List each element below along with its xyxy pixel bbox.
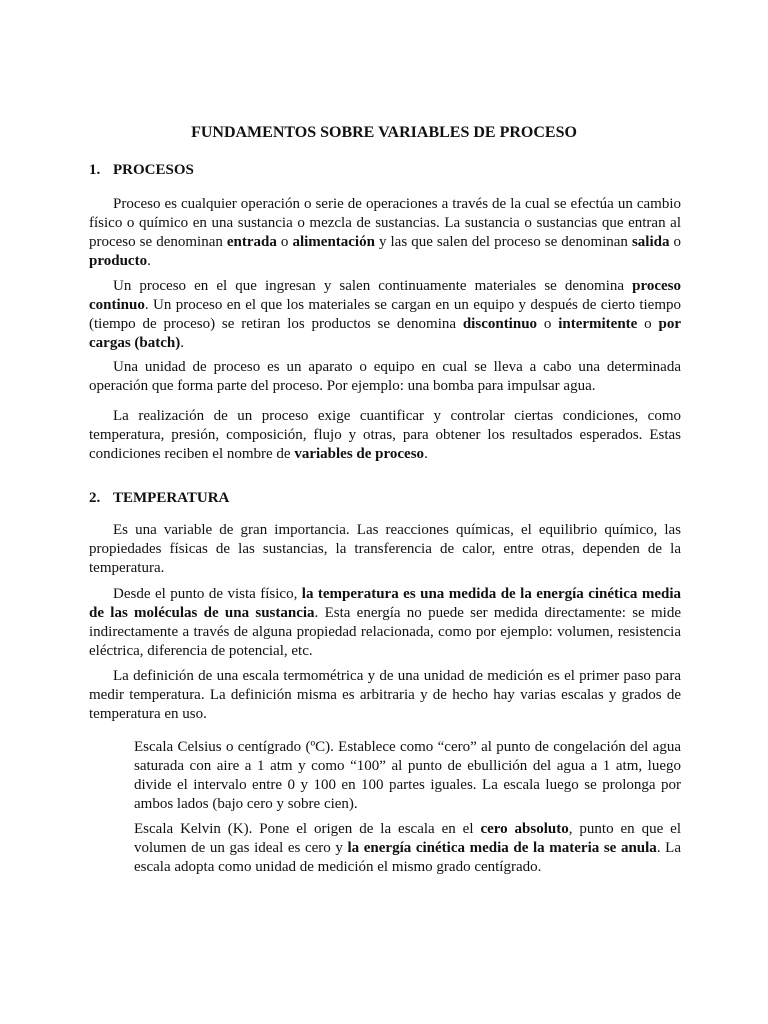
paragraph-escala-kelvin: Escala Kelvin (K). Pone el origen de la escala en el cero absoluto, punto en que el volumen de un gas ideal es cero y la energía cinética media de la materia se anula. La escala adopta como unidad de medición el mismo grado centígrado.: [134, 821, 681, 875]
section-number: 1.: [89, 162, 101, 178]
section-heading-procesos: [89, 161, 194, 180]
section-title: TEMPERATURA: [113, 490, 230, 506]
paragraph-definicion-temperatura: Desde el punto de vista físico, la temperatura es una medida de la energía cinética media de las moléculas de una sustancia. Esta energía no puede ser medida directamente: se mide indirectamente a través de alguna propiedad relacionada, como por ejemplo: volumen, resistencia eléctrica, diferencia de potencial, etc.: [89, 586, 681, 659]
paragraph-definicion-proceso: Proceso es cualquier operación o serie de operaciones a través de la cual se efectúa un cambio físico o químico en una sustancia o mezcla de sustancias. La sustancia o sustancias que entran al proceso se denominan entrada o alimentación y las que salen del proceso se denominan salida o producto.: [89, 196, 682, 269]
paragraph-escala-termometrica: La definición de una escala termométrica y de una unidad de medición es el primer paso para medir temperatura. La definición misma es arbitraria y de hecho hay varias escalas y grados de temperatura en uso.: [89, 668, 681, 722]
section-number: 2.: [89, 490, 101, 506]
paragraph-tipos-proceso: Un proceso en el que ingresan y salen continuamente materiales se denomina proceso continuo. Un proceso en el que los materiales se cargan en un equipo y después de cierto tiempo (tiempo de proceso) se retiran los productos se denomina discontinuo o intermitente o por cargas (batch).: [89, 278, 681, 351]
paragraph-unidad-proceso: Una unidad de proceso es un aparato o equipo en cual se lleva a cabo una determinada operación que forma parte del proceso. Por ejemplo: una bomba para impulsar agua.: [89, 359, 681, 394]
paragraph-importancia-temperatura: Es una variable de gran importancia. Las reacciones químicas, el equilibrio químico, las propiedades físicas de las sustancias, la transferencia de calor, entre otras, dependen de la temperatura.: [89, 522, 681, 576]
paragraph-escala-celsius: Escala Celsius o centígrado (ºC). Establece como “cero” al punto de congelación del agua saturada con aire a 1 atm y como “100” al punto de ebullición del agua a 1 atm, luego divide el intervalo entre 0 y 100 en 100 partes iguales. La escala luego se prolonga por ambos lados (bajo cero y sobre cien).: [134, 739, 681, 812]
paragraph-variables-proceso: La realización de un proceso exige cuantificar y controlar ciertas condiciones, como temperatura, presión, composición, flujo y otras, para obtener los resultados esperados. Estas condiciones reciben el nombre de variables de proceso.: [89, 408, 681, 462]
document-title: FUNDAMENTOS SOBRE VARIABLES DE PROCESO: [191, 124, 577, 141]
section-heading-temperatura: [89, 489, 229, 508]
section-title: PROCESOS: [113, 162, 194, 178]
